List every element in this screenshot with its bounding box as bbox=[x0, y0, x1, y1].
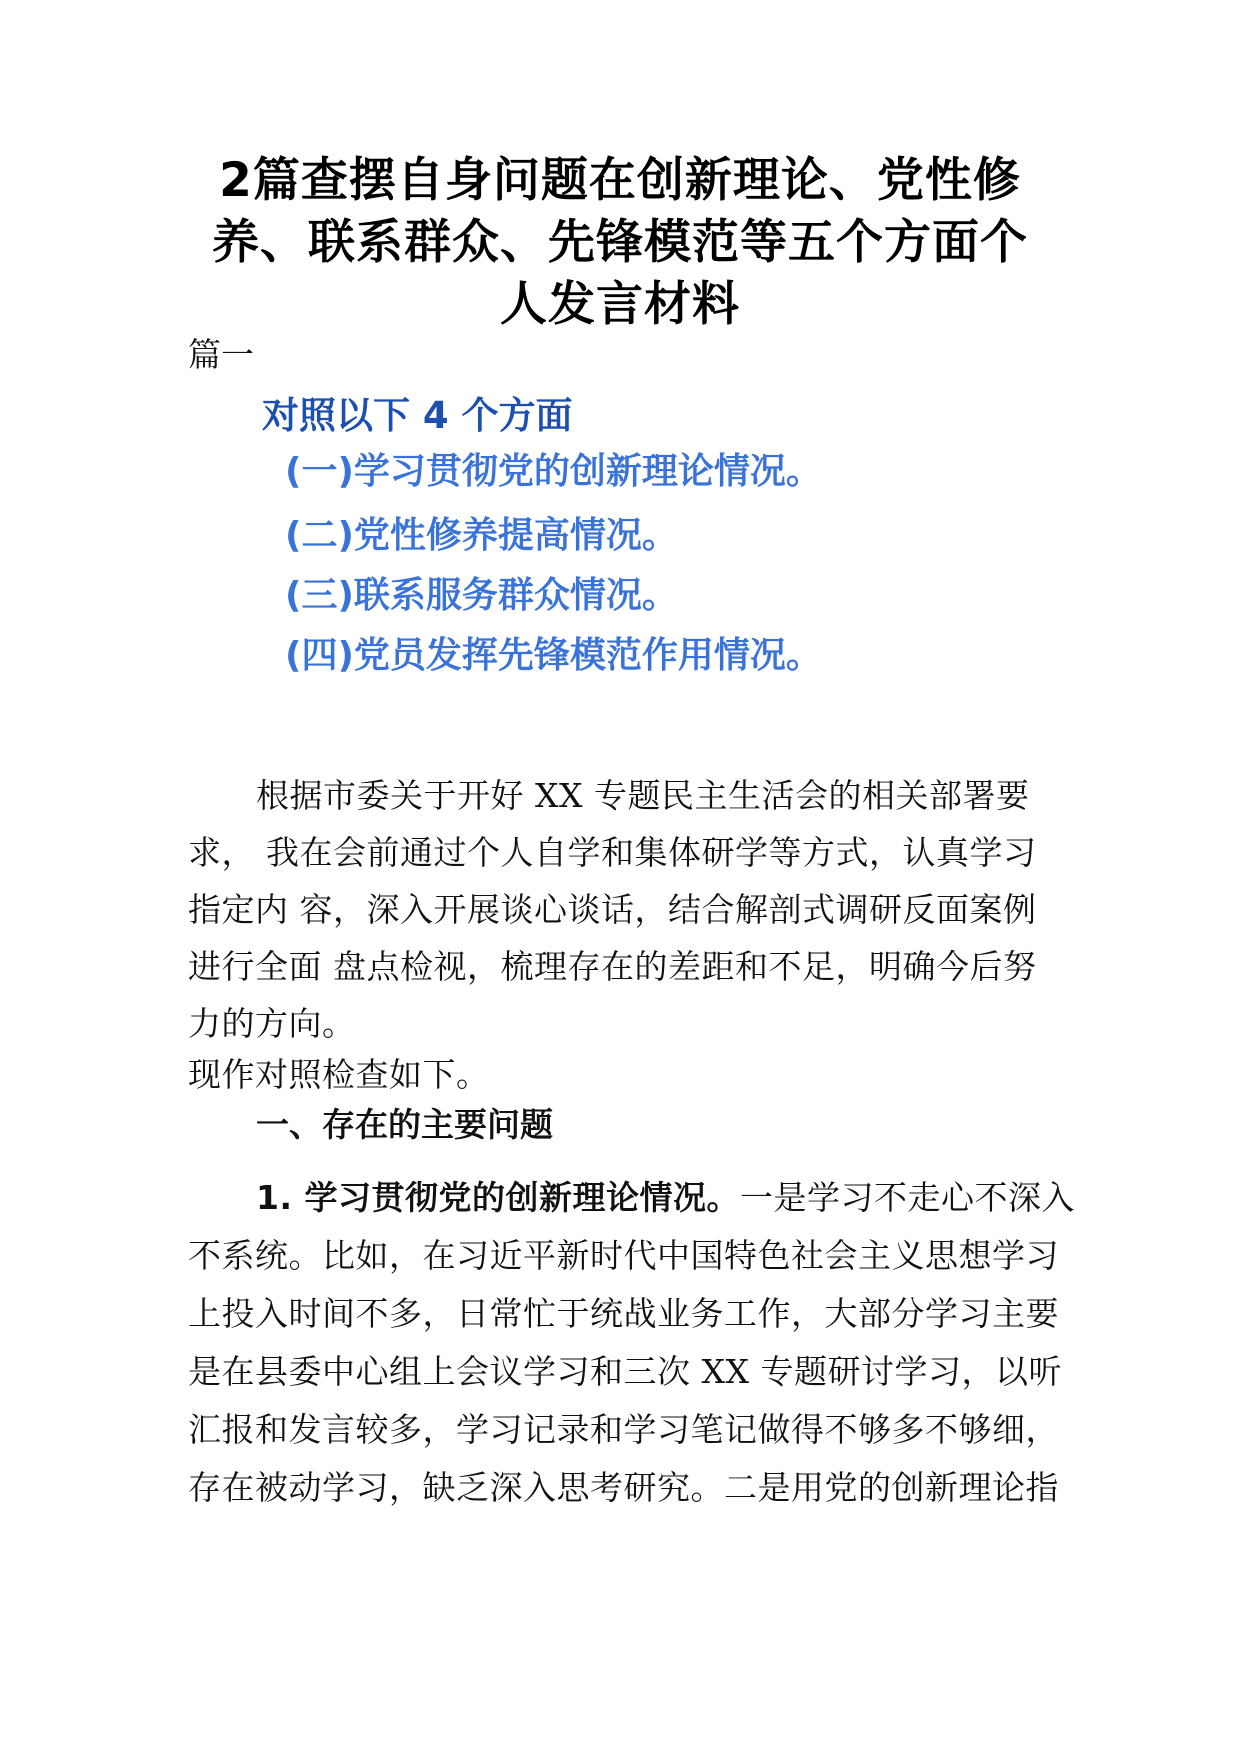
compare-heading: 对照以下 4 个方面 bbox=[262, 394, 573, 437]
intro-line-2: 求， 我在会前通过个人自学和集体研学等方式，认真学习 bbox=[188, 833, 1037, 872]
point1-line-3: 上投入时间不多，日常忙于统战业务工作，大部分学习主要 bbox=[188, 1294, 1059, 1333]
point1-line-2: 不系统。比如，在习近平新时代中国特色社会主义思想学习 bbox=[188, 1236, 1059, 1275]
point1-lead: 1. 学习贯彻党的创新理论情况。 bbox=[256, 1178, 740, 1217]
title-line-1: 2篇查摆自身问题在创新理论、党性修 bbox=[219, 153, 1021, 208]
intro-line-4: 进行全面 盘点检视，梳理存在的差距和不足，明确今后努 bbox=[188, 947, 1037, 986]
section-heading: 一、存在的主要问题 bbox=[256, 1105, 553, 1144]
point1-first-line bbox=[256, 1172, 1075, 1219]
part-label: 篇一 bbox=[188, 335, 254, 374]
point1-line-6: 存在被动学习，缺乏深入思考研究。二是用党的创新理论指 bbox=[188, 1468, 1059, 1507]
point1-line-5: 汇报和发言较多，学习记录和学习笔记做得不够多不够细， bbox=[188, 1410, 1059, 1449]
aspect-item-3: (三)联系服务群众情况。 bbox=[285, 575, 678, 616]
aspect-item-2: (二)党性修养提高情况。 bbox=[285, 515, 678, 556]
aspect-item-1: (一)学习贯彻党的创新理论情况。 bbox=[285, 451, 822, 492]
title-line-3: 人发言材料 bbox=[500, 277, 740, 332]
point1-line-4: 是在县委中心组上会议学习和三次 XX 专题研讨学习，以听 bbox=[188, 1352, 1062, 1391]
point1-first-line-rest: 一是学习不走心不深入 bbox=[740, 1178, 1075, 1217]
intro-line-3: 指定内 容，深入开展谈心谈话，结合解剖式调研反面案例 bbox=[188, 890, 1037, 929]
document-title bbox=[190, 150, 1050, 336]
intro-line-1: 根据市委关于开好 XX 专题民主生活会的相关部署要 bbox=[256, 776, 1030, 815]
title-line-2: 养、联系群众、先锋模范等五个方面个 bbox=[212, 215, 1028, 270]
intro-line-6: 现作对照检查如下。 bbox=[188, 1055, 490, 1094]
intro-line-5: 力的方向。 bbox=[188, 1004, 356, 1043]
aspect-item-4: (四)党员发挥先锋模范作用情况。 bbox=[285, 635, 822, 676]
